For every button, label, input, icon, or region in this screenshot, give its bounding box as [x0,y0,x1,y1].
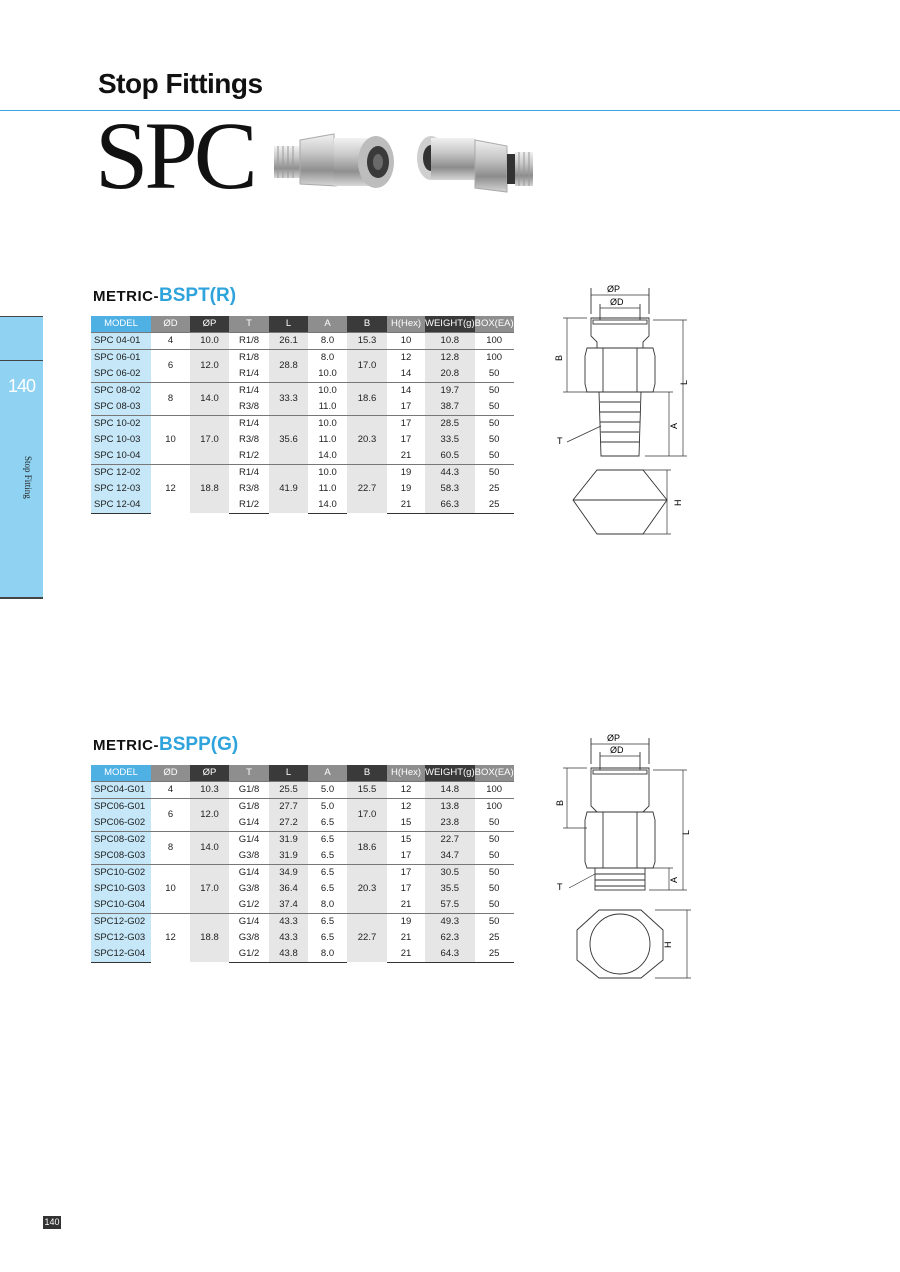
cell-d: 6 [151,349,190,382]
cell-model: SPC10-G03 [91,881,151,897]
cell-l: 43.8 [269,946,308,963]
standard-label: BSPP(G) [159,734,239,755]
cell-a: 10.0 [308,464,347,481]
cell-a: 8.0 [308,946,347,963]
cell-t: R1/4 [229,382,269,399]
cell-box: 25 [475,497,514,514]
cell-a: 14.0 [308,497,347,514]
cell-b: 17.0 [347,349,387,382]
cell-a: 6.5 [320,849,335,861]
cell-p: 14.0 [190,831,229,864]
cell-d: 8 [151,382,190,415]
model-code-heading: SPC [95,102,254,209]
col-hex: H(Hex) [387,316,425,332]
cell-hex: 21 [400,931,412,943]
cell-b: 17.0 [347,798,387,831]
col-box: BOX(EA) [475,765,514,781]
cell-hex: 17 [387,864,425,881]
cell-weight: 33.5 [425,432,475,448]
cell-hex: 15 [387,831,425,848]
col-hex: H(Hex) [387,765,425,781]
cell-hex: 21 [400,449,412,461]
cell-a: 11.0 [318,482,337,494]
side-tab-rule [0,597,43,599]
cell-model: SPC 12-03 [91,481,151,497]
cell-a: 8.0 [308,349,347,366]
cell-weight: 28.5 [425,415,475,432]
cell-model: SPC06-G01 [91,798,151,815]
cell-weight: 34.7 [425,848,475,865]
cell-a: 6.5 [308,913,347,930]
cell-t: R3/8 [238,400,260,412]
cell-model: SPC 10-03 [91,432,151,448]
cell-weight: 14.8 [425,781,475,798]
side-tab-rule [0,316,43,317]
dim-label-d: ØD [610,297,624,307]
cell-model: SPC08-G03 [91,848,151,865]
product-photo-bspt [272,128,398,200]
cell-box: 100 [475,349,514,366]
cell-l: 36.4 [269,881,308,897]
product-photo-bspp [415,130,537,202]
cell-model: SPC12-G03 [91,930,151,946]
col-d: ØD [151,316,190,332]
col-model: MODEL [91,765,151,781]
cell-model: SPC 08-03 [91,399,151,416]
side-tab-label: Stop Fitting [23,456,33,499]
cell-a: 6.5 [308,831,347,848]
cell-box: 50 [475,464,514,481]
cell-t: G1/2 [229,946,269,963]
side-tab-page-number: 140 [7,376,36,396]
table-row [91,349,514,366]
cell-l: 43.3 [269,930,308,946]
cell-l: 41.9 [269,464,308,513]
cell-hex: 12 [387,781,425,798]
table-header-row [91,316,514,332]
cell-box: 50 [488,449,500,461]
cell-l: 27.7 [269,798,308,815]
cell-a: 10.0 [308,415,347,432]
dim-label-l: L [679,379,689,385]
cell-l: 26.1 [269,332,308,349]
cell-weight: 35.5 [425,881,475,897]
cell-hex: 14 [387,382,425,399]
cell-d: 12 [151,913,190,962]
cell-a: 6.5 [320,882,335,894]
cell-box: 50 [488,400,500,412]
cell-t: R1/4 [238,367,260,379]
cell-weight: 62.3 [425,930,475,946]
cell-weight: 10.8 [425,332,475,349]
cell-t: R1/2 [238,449,260,461]
cell-t: G1/4 [229,864,269,881]
cell-p: 14.0 [190,382,229,415]
cell-box: 50 [488,882,500,894]
footer-page-number: 140 [44,1217,60,1227]
cell-b: 20.3 [347,864,387,913]
cell-d: 6 [151,798,190,831]
cell-model: SPC 10-02 [91,415,151,432]
cell-l: 43.3 [269,913,308,930]
cell-weight: 57.5 [425,897,475,914]
col-d: ØD [151,765,190,781]
cell-hex: 12 [387,349,425,366]
cell-l: 31.9 [269,848,308,865]
cell-l: 25.5 [269,781,308,798]
cell-weight: 64.3 [425,946,475,963]
col-l: L [269,765,308,781]
cell-box: 25 [488,931,500,943]
cell-b: 22.7 [347,464,387,513]
cell-a: 11.0 [318,400,337,412]
col-p: ØP [190,765,229,781]
cell-weight: 23.8 [425,815,475,832]
cell-t: R1/4 [229,415,269,432]
cell-p: 10.0 [190,332,229,349]
cell-box: 50 [475,415,514,432]
cell-a: 6.5 [308,864,347,881]
col-box: BOX(EA) [475,316,514,332]
cell-t: R3/8 [238,482,260,494]
cell-box: 50 [475,831,514,848]
cell-hex: 21 [400,898,412,910]
cell-hex: 17 [387,415,425,432]
cell-t: G3/8 [238,849,260,861]
spec-table-bspt [91,316,514,514]
cell-hex: 19 [387,913,425,930]
table-row [91,913,514,930]
table-row [91,864,514,881]
cell-t: G1/4 [229,831,269,848]
cell-weight: 60.5 [425,448,475,465]
cell-p: 17.0 [190,864,229,913]
cell-model: SPC 10-04 [91,448,151,465]
dim-label-a: A [669,876,679,883]
cell-b: 15.5 [347,781,387,798]
col-a: A [308,765,347,781]
cell-a: 10.0 [308,382,347,399]
cell-b: 18.6 [347,382,387,415]
col-model: MODEL [91,316,151,332]
cell-model: SPC 04-01 [91,332,151,349]
col-t: T [229,316,269,332]
cell-hex: 21 [387,946,425,963]
cell-t: G1/8 [229,781,269,798]
cell-hex: 17 [400,400,412,412]
cell-p: 12.0 [190,798,229,831]
dim-label-p: ØP [607,284,621,294]
cell-box: 50 [475,913,514,930]
cell-model: SPC10-G04 [91,897,151,914]
cell-weight: 49.3 [425,913,475,930]
cell-d: 10 [151,415,190,464]
cell-t: G1/4 [229,913,269,930]
table-row [91,332,514,349]
cell-a: 10.0 [318,367,337,379]
cell-model: SPC08-G02 [91,831,151,848]
dim-label-d: ØD [610,745,624,755]
cell-d: 12 [151,464,190,513]
table-row [91,831,514,848]
side-tab [0,316,43,598]
cell-box: 50 [488,367,500,379]
cell-hex: 14 [400,367,412,379]
spec-table-bspp [91,765,514,963]
cell-t: R1/4 [229,464,269,481]
cell-hex: 12 [387,798,425,815]
cell-hex: 17 [400,849,412,861]
cell-weight: 12.8 [425,349,475,366]
dim-label-a: A [669,422,679,429]
cell-model: SPC 12-04 [91,497,151,514]
cell-p: 18.8 [190,913,229,962]
cell-t: R1/2 [229,497,269,514]
cell-model: SPC12-G04 [91,946,151,963]
col-p: ØP [190,316,229,332]
cell-hex: 19 [400,482,412,494]
section-title-bspt [93,285,236,307]
cell-hex: 19 [387,464,425,481]
dim-label-b: B [554,354,564,361]
section-title-bspp [93,734,238,756]
cell-box: 50 [488,849,500,861]
cell-a: 5.0 [308,781,347,798]
cell-box: 50 [488,433,500,445]
metric-label: METRIC- [93,737,159,754]
cell-box: 100 [475,798,514,815]
cell-t: G1/2 [238,898,260,910]
cell-l: 35.6 [269,415,308,464]
cell-d: 10 [151,864,190,913]
cell-weight: 13.8 [425,798,475,815]
cell-l: 34.9 [269,864,308,881]
cell-b: 20.3 [347,415,387,464]
cell-hex: 10 [387,332,425,349]
cell-d: 4 [151,781,190,798]
cell-box: 25 [475,946,514,963]
dim-label-t: T [557,436,563,446]
cell-weight: 38.7 [425,399,475,416]
cell-p: 18.8 [190,464,229,513]
cell-model: SPC06-G02 [91,815,151,832]
cell-box: 100 [475,781,514,798]
cell-model: SPC04-G01 [91,781,151,798]
cell-b: 15.3 [347,332,387,349]
cell-a: 14.0 [318,449,337,461]
dim-label-p: ØP [607,733,621,743]
cell-d: 8 [151,831,190,864]
col-weight: WEIGHT(g) [425,316,475,332]
cell-t: R3/8 [238,433,260,445]
col-weight: WEIGHT(g) [425,765,475,781]
table-row [91,781,514,798]
dim-label-h: H [673,499,683,506]
cell-p: 17.0 [190,415,229,464]
dim-label-l: L [681,829,691,835]
cell-t: R1/8 [229,349,269,366]
cell-weight: 19.7 [425,382,475,399]
cell-l: 31.9 [269,831,308,848]
cell-model: SPC 08-02 [91,382,151,399]
cell-hex: 17 [400,882,412,894]
dim-label-t: T [557,882,563,892]
cell-hex: 21 [387,497,425,514]
cell-hex: 17 [400,433,412,445]
cell-weight: 66.3 [425,497,475,514]
dimension-diagram-bspt [545,280,705,565]
cell-l: 37.4 [269,897,308,914]
dim-label-b: B [555,799,565,806]
col-a: A [308,316,347,332]
cell-p: 10.3 [190,781,229,798]
cell-hex: 15 [400,816,412,828]
cell-t: R1/8 [229,332,269,349]
dimension-diagram-bspp [545,728,705,988]
cell-a: 8.0 [308,332,347,349]
cell-weight: 58.3 [425,481,475,497]
cell-a: 6.5 [320,816,335,828]
cell-model: SPC10-G02 [91,864,151,881]
page-title: Stop Fittings [98,68,263,99]
cell-a: 6.5 [320,931,335,943]
cell-model: SPC 06-01 [91,349,151,366]
cell-weight: 44.3 [425,464,475,481]
standard-label: BSPT(R) [159,285,237,306]
cell-l: 28.8 [269,349,308,382]
dim-label-h: H [663,941,673,948]
cell-box: 50 [488,898,500,910]
cell-l: 33.3 [269,382,308,415]
cell-t: G3/8 [238,882,260,894]
table-row [91,798,514,815]
cell-box: 25 [488,482,500,494]
cell-box: 50 [475,864,514,881]
table-row [91,464,514,481]
table-row [91,382,514,399]
cell-model: SPC12-G02 [91,913,151,930]
table-header-row [91,765,514,781]
cell-a: 11.0 [318,433,337,445]
cell-t: G3/8 [238,931,260,943]
cell-weight: 20.8 [425,366,475,383]
cell-model: SPC 12-02 [91,464,151,481]
cell-p: 12.0 [190,349,229,382]
side-tab-rule [0,360,43,361]
cell-l: 27.2 [269,815,308,832]
cell-d: 4 [151,332,190,349]
cell-b: 22.7 [347,913,387,962]
col-b: B [347,316,387,332]
cell-box: 50 [488,816,500,828]
cell-a: 5.0 [308,798,347,815]
cell-box: 100 [475,332,514,349]
col-t: T [229,765,269,781]
cell-model: SPC 06-02 [91,366,151,383]
cell-t: G1/4 [238,816,260,828]
cell-weight: 30.5 [425,864,475,881]
cell-a: 8.0 [320,898,335,910]
cell-t: G1/8 [229,798,269,815]
col-b: B [347,765,387,781]
metric-label: METRIC- [93,288,159,305]
cell-box: 50 [475,382,514,399]
cell-b: 18.6 [347,831,387,864]
table-row [91,415,514,432]
col-l: L [269,316,308,332]
cell-weight: 22.7 [425,831,475,848]
